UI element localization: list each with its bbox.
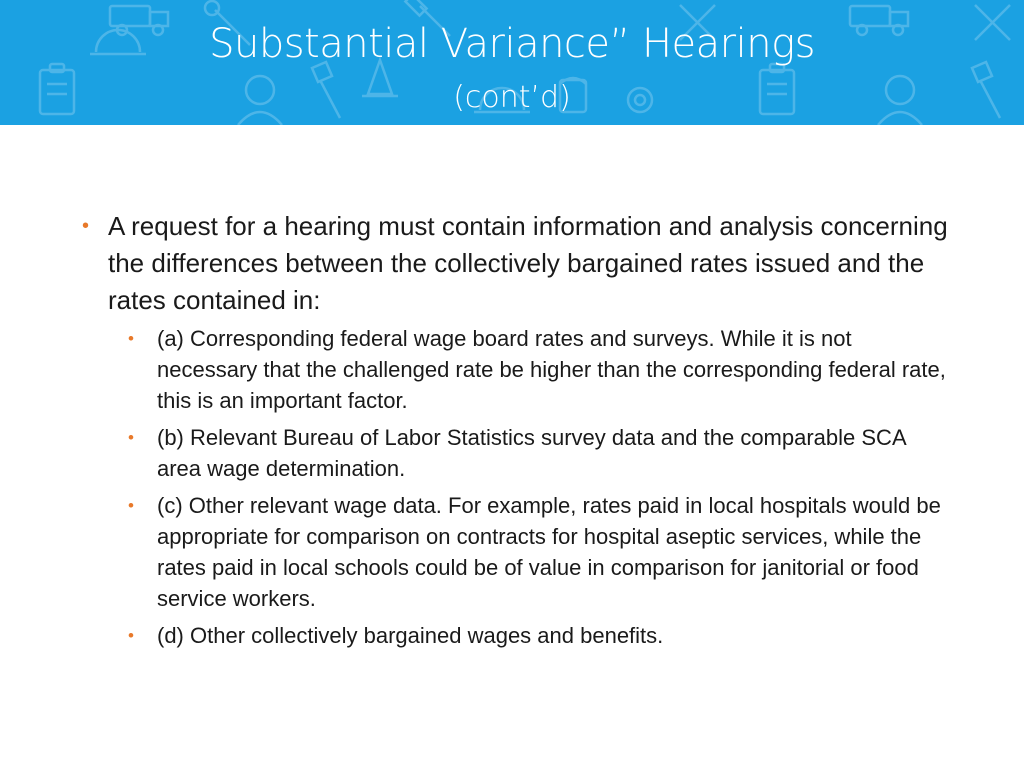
slide-header (0, 0, 1024, 125)
bullet-icon: • (128, 329, 134, 348)
sub-bullet-text: (d) Other collectively bargained wages and benefits. (157, 623, 664, 648)
sub-bullet-text: (c) Other relevant wage data. For example, rates paid in local hospitals would be appropriate for comparison on contracts for hospital aseptic services, while the rates paid in local schools could be of value in comparison for janitorial or food service workers. (157, 493, 941, 611)
sub-bullet-d (128, 620, 950, 651)
sub-bullet-text: (b) Relevant Bureau of Labor Statistics survey data and the comparable SCA area wage determination. (157, 425, 906, 481)
bullet-icon: • (128, 428, 134, 447)
sub-bullet-a (128, 323, 950, 416)
slide-subtitle: (cont’d) (453, 80, 571, 115)
bullet-icon: • (128, 496, 134, 515)
sub-bullet-c (128, 490, 950, 614)
sub-bullet-list (80, 323, 950, 651)
main-bullet (80, 208, 950, 319)
sub-bullet-text: (a) Corresponding federal wage board rates and surveys. While it is not necessary that the challenged rate be higher than the corresponding federal rate, this is an important factor. (157, 326, 946, 413)
slide-title: Substantial Variance” Hearings (209, 21, 815, 67)
bullet-icon: • (128, 626, 134, 645)
sub-bullet-b (128, 422, 950, 484)
slide-body (80, 208, 950, 657)
main-bullet-text: A request for a hearing must contain information and analysis concerning the differences between the collectively bargained rates issued and the rates contained in: (108, 211, 948, 315)
bullet-icon: • (82, 215, 90, 237)
